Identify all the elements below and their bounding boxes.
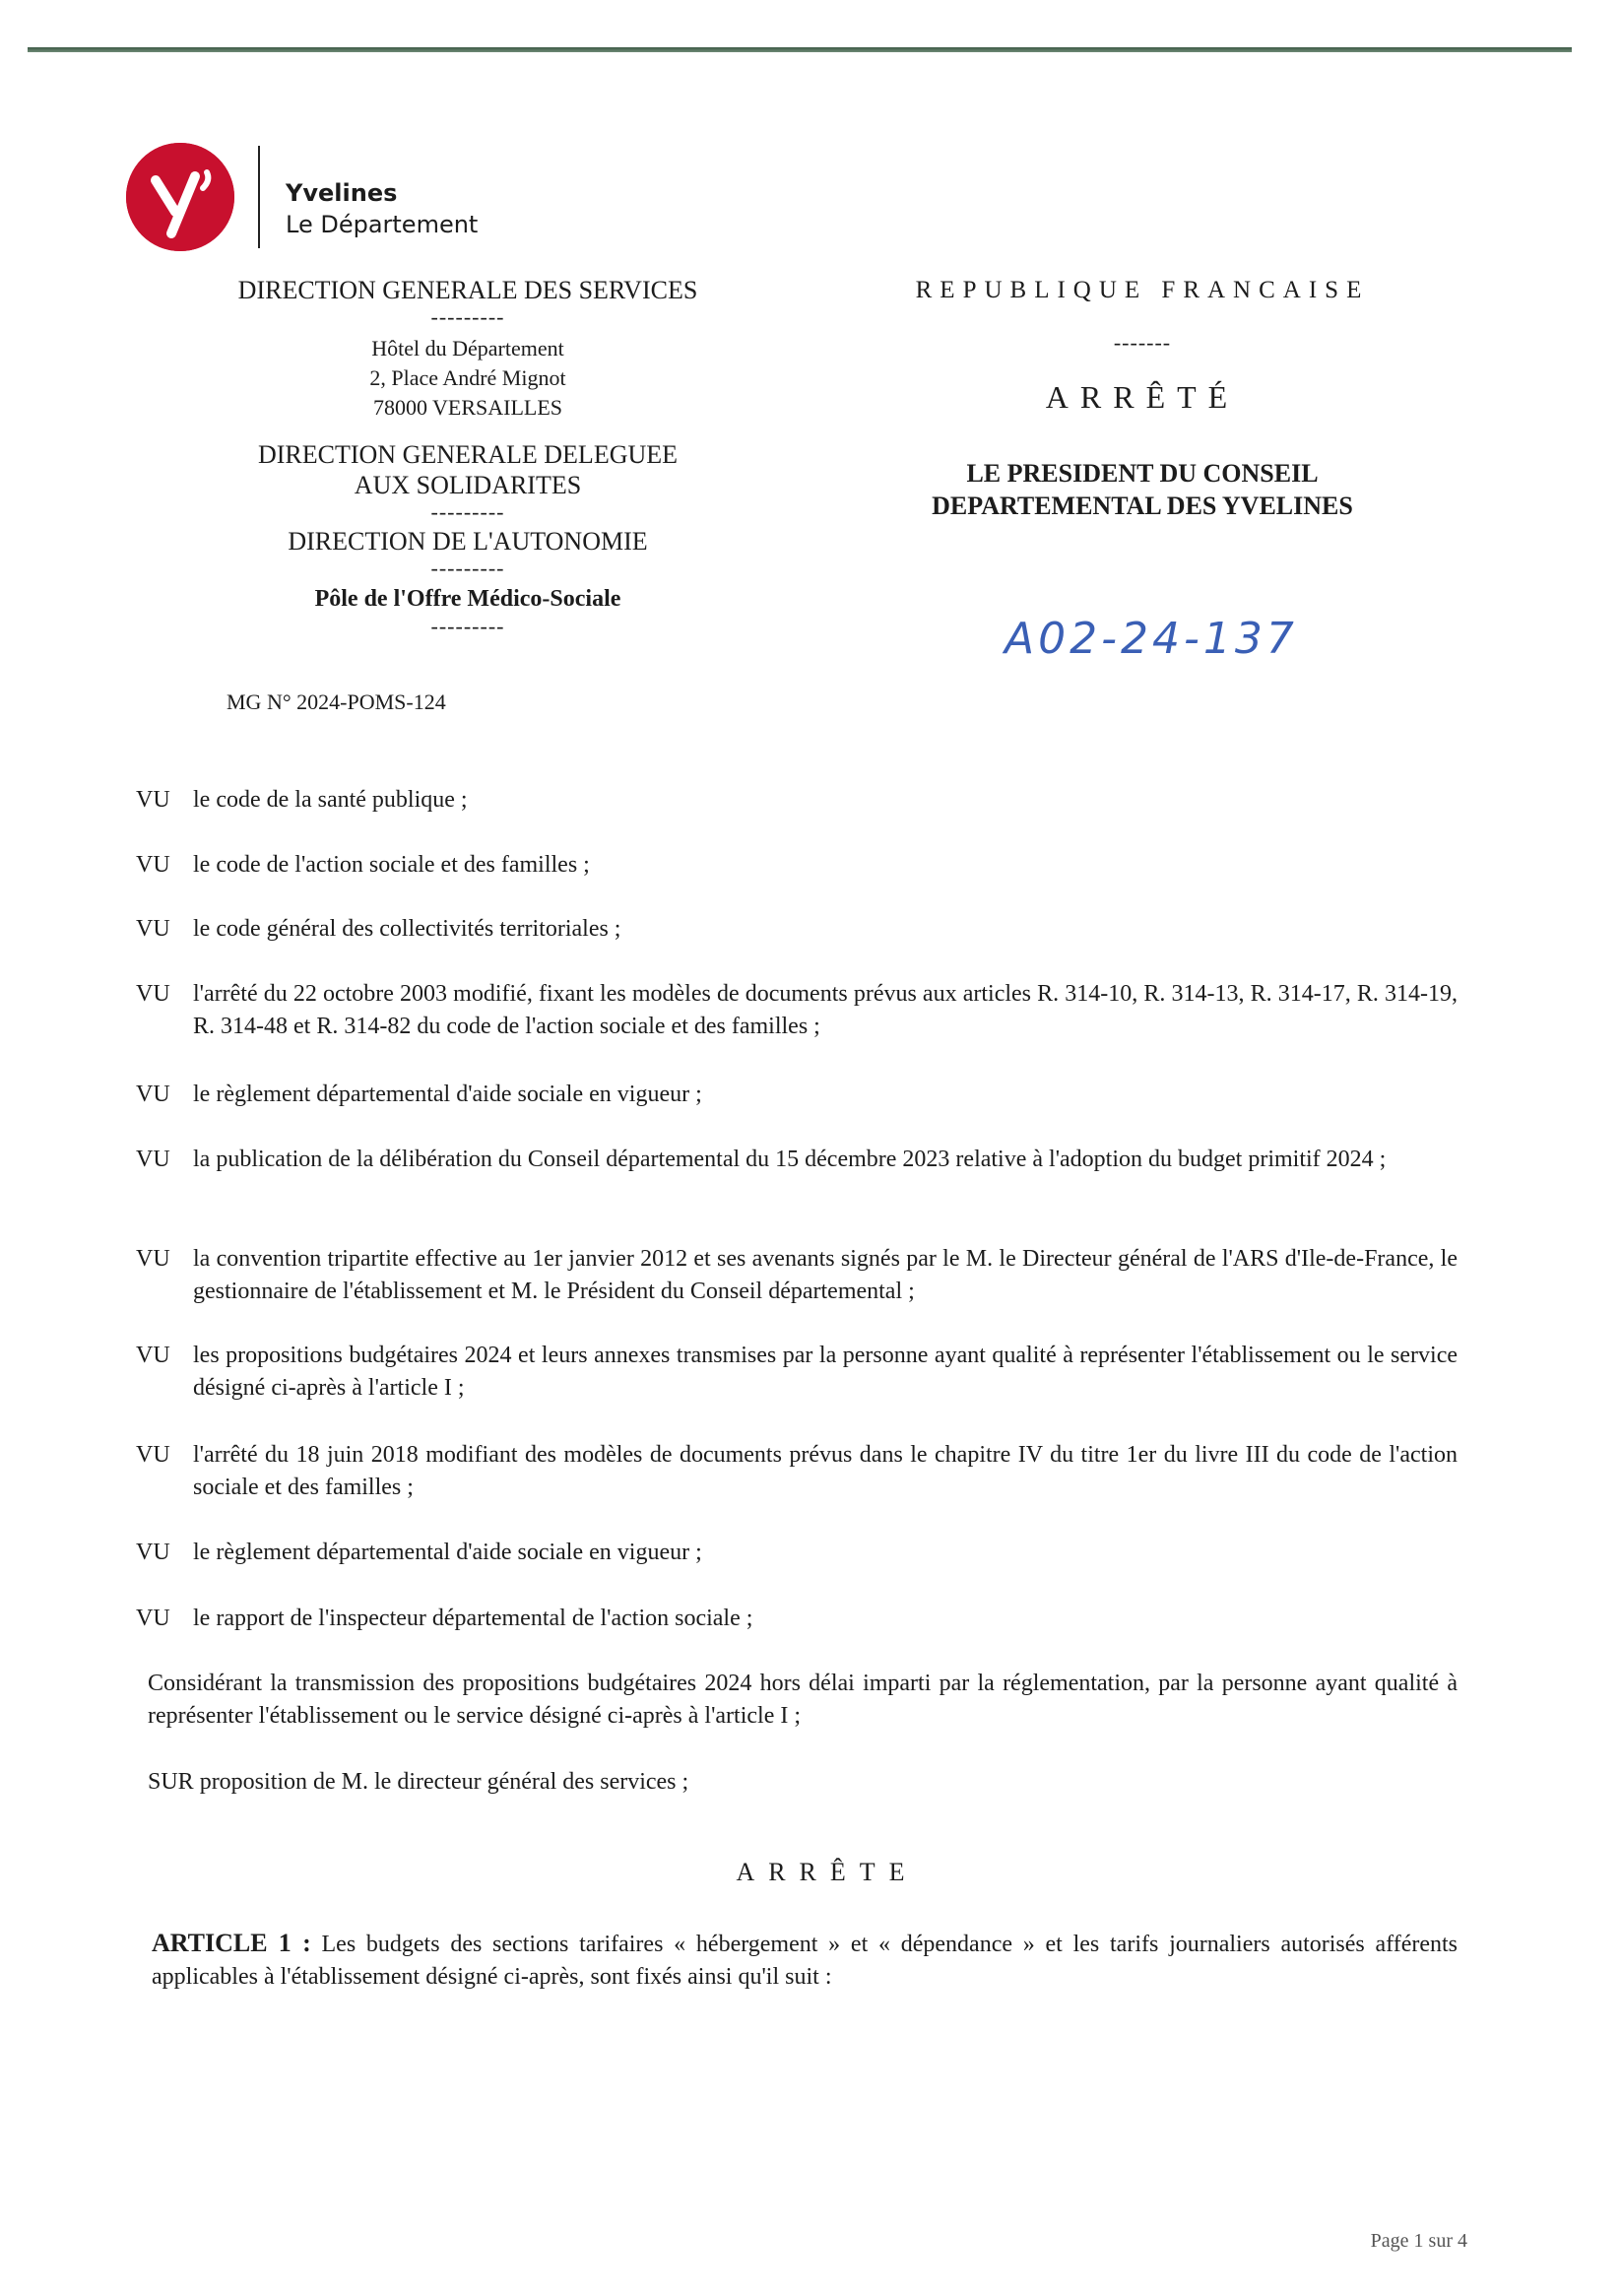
delegation-title: AUX SOLIDARITES xyxy=(354,471,582,499)
separator: --------- xyxy=(430,556,505,580)
arrete-heading: ARRÊTE xyxy=(736,1858,919,1886)
vu-keyword: VU xyxy=(136,1246,170,1272)
address-line: Hôtel du Département xyxy=(371,336,564,361)
vu-text: la convention tripartite effective au 1er janvier 2012 et ses avenants signés par le M. le Directeur général de l'ARS d'Ile-de-France, le gestionnaire de l'établissement et M. le Président du Conseil départemental ; xyxy=(193,1246,1458,1304)
vu-text: le code de la santé publique ; xyxy=(193,787,468,813)
direction-title: DIRECTION DE L'AUTONOMIE xyxy=(288,527,648,556)
vu-keyword: VU xyxy=(136,1082,170,1107)
pole-title: Pôle de l'Offre Médico-Sociale xyxy=(314,586,621,612)
vu-text: les propositions budgétaires 2024 et leurs annexes transmises par la personne ayant qualité à représenter l'établissement ou le service désigné ci-après à l'article I ; xyxy=(193,1343,1458,1401)
vu-item xyxy=(136,1340,1458,1405)
vu-item xyxy=(136,1144,1458,1176)
org-name: DIRECTION GENERALE DES SERVICES xyxy=(237,276,698,304)
vu-text: le code général des collectivités territoriales ; xyxy=(193,916,621,942)
vu-item xyxy=(136,1537,1458,1569)
top-border-line xyxy=(28,47,1572,52)
separator: ------- xyxy=(1113,330,1172,355)
vu-text: le code de l'action sociale et des familles ; xyxy=(193,852,590,878)
vu-keyword: VU xyxy=(136,1540,170,1565)
vu-item xyxy=(136,1243,1458,1308)
document-reference: MG N° 2024-POMS-124 xyxy=(227,689,446,714)
logo-separator xyxy=(258,146,260,248)
vu-item xyxy=(136,1079,1458,1111)
article-1-label: ARTICLE 1 : xyxy=(152,1929,311,1957)
separator: --------- xyxy=(430,499,505,524)
vu-keyword: VU xyxy=(136,1147,170,1172)
vu-item xyxy=(136,784,1458,817)
left-header xyxy=(148,274,788,637)
vu-keyword: VU xyxy=(136,916,170,942)
delegation-title: DIRECTION GENERALE DELEGUEE xyxy=(257,440,679,469)
handwritten-reference xyxy=(995,599,1408,673)
considerant-paragraph: Considérant la transmission des propositions budgétaires 2024 hors délai imparti par la réglementation, par la personne ayant qualité à représenter l'établissement ou le service désigné ci-après à l'article I ; xyxy=(148,1671,1458,1729)
vu-keyword: VU xyxy=(136,1343,170,1368)
president-title: LE PRESIDENT DU CONSEIL xyxy=(966,459,1319,488)
vu-keyword: VU xyxy=(136,787,170,813)
separator: --------- xyxy=(430,614,505,638)
vu-text: le règlement départemental d'aide sociale en vigueur ; xyxy=(193,1540,702,1565)
yvelines-logo xyxy=(126,143,234,251)
page-number: Page 1 sur 4 xyxy=(1370,2230,1467,2252)
vu-text: la publication de la délibération du Conseil départemental du 15 décembre 2023 relative à l'adoption du budget primitif 2024 ; xyxy=(193,1147,1387,1172)
brand-subtitle: Le Département xyxy=(286,211,479,238)
vu-item xyxy=(136,849,1458,882)
vu-item xyxy=(136,913,1458,946)
vu-item xyxy=(136,978,1458,1043)
yvelines-logo-mark xyxy=(126,143,234,251)
vu-keyword: VU xyxy=(136,1606,170,1631)
vu-text: le rapport de l'inspecteur départemental de l'action sociale ; xyxy=(193,1606,753,1631)
vu-keyword: VU xyxy=(136,852,170,878)
vu-keyword: VU xyxy=(136,981,170,1007)
president-title: DEPARTEMENTAL DES YVELINES xyxy=(932,492,1353,520)
article-1 xyxy=(152,1927,1458,1994)
vu-text: l'arrêté du 18 juin 2018 modifiant des modèles de documents prévus dans le chapitre IV du titre 1er du livre III du code de l'action sociale et des familles ; xyxy=(193,1442,1458,1500)
republic-title: REPUBLIQUE FRANCAISE xyxy=(915,277,1370,303)
address-line: 78000 VERSAILLES xyxy=(372,395,563,420)
handwritten-reference-text: A02-24-137 xyxy=(1005,614,1298,664)
arrete-title: ARRÊTÉ xyxy=(1045,379,1240,415)
vu-item xyxy=(136,1603,1458,1635)
address-line: 2, Place André Mignot xyxy=(369,365,566,390)
right-header xyxy=(867,274,1418,522)
separator: --------- xyxy=(430,304,505,329)
article-1-text: Les budgets des sections tarifaires « hébergement » et « dépendance » et les tarifs journaliers autorisés afférents applicables à l'établissement désigné ci-après, sont fixés ainsi qu'il suit : xyxy=(152,1932,1459,1990)
vu-item xyxy=(136,1439,1458,1504)
brand-name: Yvelines xyxy=(286,179,398,207)
vu-text: l'arrêté du 22 octobre 2003 modifié, fixant les modèles de documents prévus aux articles R. 314-10, R. 314-13, R. 314-17, R. 314-19, R. 314-48 et R. 314-82 du code de l'action sociale et des familles ; xyxy=(193,981,1458,1039)
proposition-paragraph: SUR proposition de M. le directeur général des services ; xyxy=(148,1769,689,1795)
vu-keyword: VU xyxy=(136,1442,170,1468)
vu-text: le règlement départemental d'aide sociale en vigueur ; xyxy=(193,1082,702,1107)
